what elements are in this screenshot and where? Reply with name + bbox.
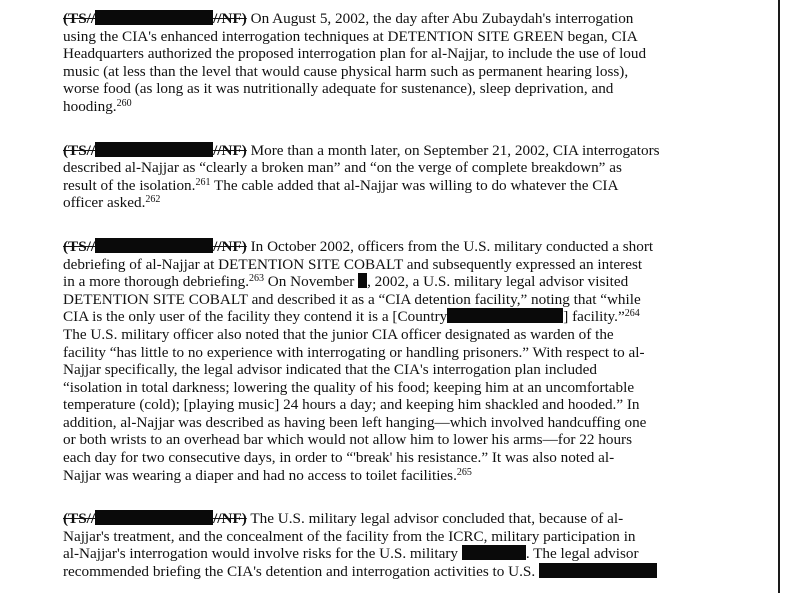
text-line: hooding. [63,97,117,115]
footnote-ref: 264 [624,308,640,320]
redaction-box [95,142,213,157]
text-line: On November [264,273,359,291]
classification-marking-close: //NF) [213,237,247,255]
text-line: On August 5, 2002, the day after Abu Zubaydah's interrogation [246,10,634,27]
text-line: Najjar specifically, the legal advisor indicated that the CIA's interrogation plan included [63,361,597,379]
text-line: The U.S. military legal advisor concluded that, because of al- [246,510,624,528]
text-line: result of the isolation. [63,176,196,194]
text-line: officer asked. [63,194,146,212]
classification-marking-open: (TS// [63,10,96,27]
redaction-box [95,238,213,253]
text-line: The U.S. military officer also noted that the junior CIA officer designated as warden of the [63,325,614,343]
text-line: worse food (as long as it was nutritionally adequate for sustenance), sleep deprivation, and [63,80,614,98]
paragraph-2 [63,142,713,212]
text-line: using the CIA's enhanced interrogation techniques at DETENTION SITE GREEN began, CIA [63,27,638,45]
paragraph-1 [63,10,713,116]
text-line: or both wrists to an overhead bar which would not allow him to lower his arms—for 22 hours [63,431,633,449]
redaction-box [539,563,657,578]
text-line: recommended briefing the CIA's detention and interrogation activities to U.S. [63,563,539,581]
classification-marking-open: (TS// [63,510,96,528]
classification-marking-close: //NF) [213,510,247,528]
text-line: Najjar's treatment, and the concealment of the facility from the ICRC, military participation in [63,527,636,545]
text-line: DETENTION SITE COBALT and described it as a “CIA detention facility,” noting that “while [63,290,641,308]
classification-marking-open: (TS// [63,237,96,255]
text-line: each day for two consecutive days, in order to “'break' his resistance.” It was also noted al- [63,449,615,467]
text-line: , 2002, a U.S. military legal advisor visited [367,273,629,291]
text-line: Najjar was wearing a diaper and had no access to toilet facilities. [63,466,457,484]
redaction-box [447,308,563,323]
classification-marking-close: //NF) [213,141,247,159]
redaction-box [95,10,213,25]
text-line: ] facility.” [563,308,625,326]
text-line: in a more thorough debriefing. [63,273,249,291]
paragraph-3 [63,238,713,484]
text-line: “isolation in total darkness; lowering the quality of his food; keeping him at an uncomfortable [63,378,635,396]
text-line: The cable added that al-Najjar was willing to do whatever the CIA [210,176,619,194]
document-page [63,10,713,581]
classification-marking-close: //NF) [213,10,247,27]
redaction-box [358,273,367,288]
text-line: facility “has little to no experience with interrogating or handling prisoners.” With respect to al- [63,343,645,361]
footnote-ref: 263 [249,273,264,285]
redaction-box [95,510,213,525]
text-line: music (at less than the level that would cause physical harm such as permanent hearing loss), [63,62,629,80]
text-line: debriefing of al-Najjar at DETENTION SITE COBALT and subsequently expressed an interest [63,255,643,273]
classification-marking-open: (TS// [63,141,96,159]
text-line: . The legal advisor [525,545,639,563]
footnote-ref: 262 [145,194,161,206]
text-line: In October 2002, officers from the U.S. military conducted a short [246,237,654,255]
text-line: CIA is the only user of the facility they contend it is a [Country [63,308,448,326]
text-line: temperature (cold); [playing music] 24 hours a day; and keeping him shackled and hooded.” In [63,396,640,414]
text-line: More than a month later, on September 21, 2002, CIA interrogators [246,141,660,159]
text-line: Headquarters authorized the proposed interrogation plan for al-Najjar, to include the use of loud [63,45,647,63]
redaction-box [462,545,526,560]
text-line: described al-Najjar as “clearly a broken man” and “on the verge of complete breakdown” as [63,159,622,177]
footnote-ref: 265 [456,466,472,478]
page-right-border [778,0,780,593]
footnote-ref: 260 [116,97,132,109]
paragraph-4 [63,510,713,580]
footnote-ref: 261 [195,176,211,188]
text-line: al-Najjar's interrogation would involve risks for the U.S. military [63,545,462,563]
text-line: addition, al-Najjar was described as having been left hanging—which involved handcuffing one [63,413,647,431]
